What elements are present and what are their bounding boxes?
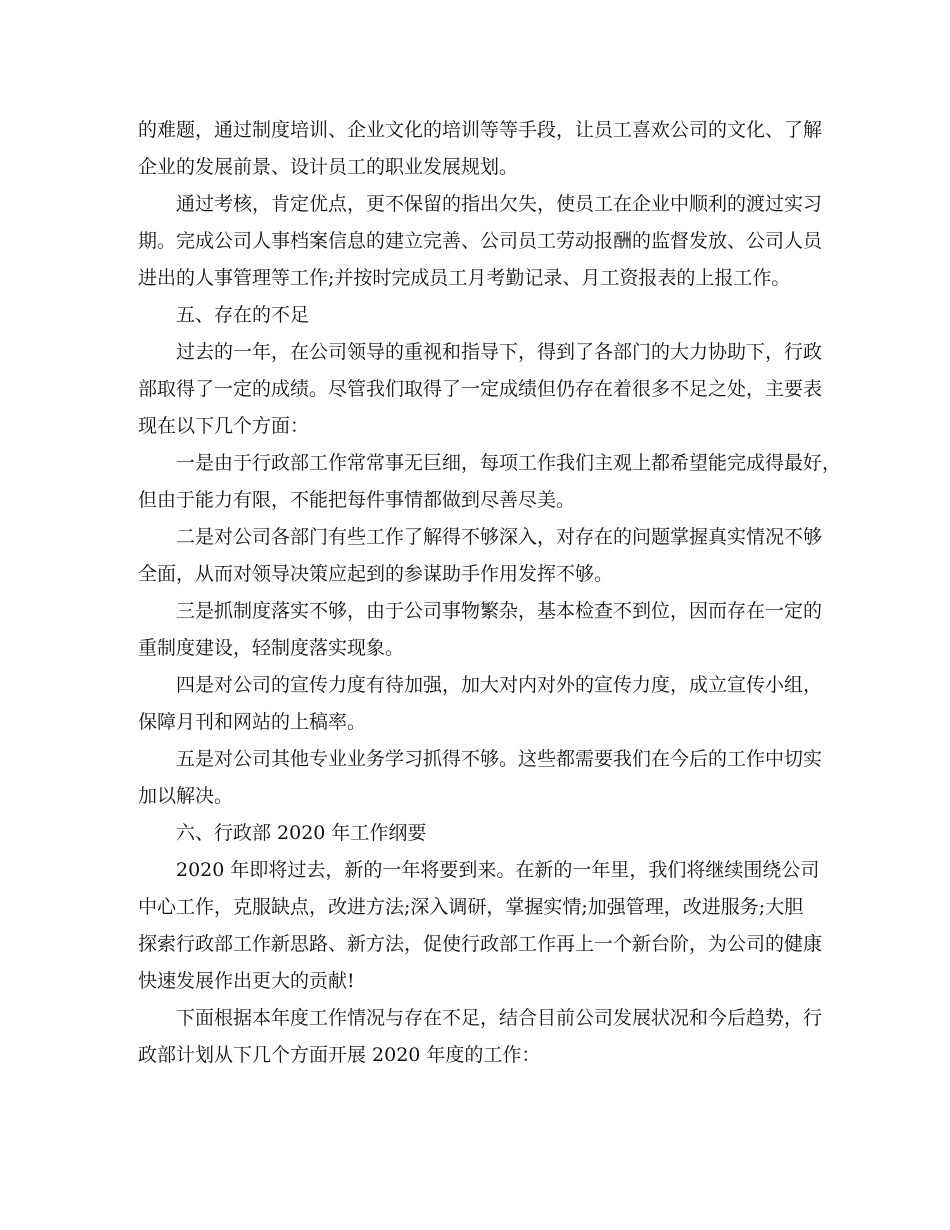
paragraph-first-line: 下面根据本年度工作情况与存在不足，结合目前公司发展状况和今后趋势，行 (176, 1007, 823, 1029)
body-text-line: 全面，从而对领导决策应起到的参谋助手作用发挥不够。 (138, 563, 614, 585)
paragraph-first-line: 三是抓制度落实不够，由于公司事物繁杂，基本检查不到位，因而存在一定的 (176, 600, 823, 622)
body-text-line: 政部计划从下几个方面开展 2020 年度的工作： (138, 1044, 541, 1066)
paragraph-first-line: 通过考核，肯定优点，更不保留的指出欠失，使员工在企业中顺利的渡过实习 (176, 193, 823, 215)
body-text-line: 重制度建设，轻制度落实现象。 (138, 637, 405, 659)
body-text-line: 保障月刊和网站的上稿率。 (138, 711, 367, 733)
body-text-line: 但由于能力有限，不能把每件事情都做到尽善尽美。 (138, 489, 576, 511)
body-text-line: 加以解决。 (138, 785, 234, 807)
paragraph-first-line: 五是对公司其他专业业务学习抓得不够。这些都需要我们在今后的工作中切实 (176, 748, 823, 770)
paragraph-first-line: 2020 年即将过去，新的一年将要到来。在新的一年里，我们将继续围绕公司 (176, 859, 820, 881)
paragraph-first-line: 四是对公司的宣传力度有待加强，加大对内对外的宣传力度，成立宣传小组， (176, 674, 823, 696)
body-text-line: 现在以下几个方面： (138, 415, 310, 437)
body-text-line: 部取得了一定的成绩。尽管我们取得了一定成绩但仍存在着很多不足之处，主要表 (138, 378, 823, 400)
body-text-line: 探索行政部工作新思路、新方法，促使行政部工作再上一个新台阶，为公司的健康 (138, 933, 823, 955)
body-text-line: 进出的人事管理等工作;并按时完成员工月考勤记录、月工资报表的上报工作。 (138, 267, 791, 289)
body-text-line: 中心工作，克服缺点，改进方法;深入调研，掌握实情;加强管理，改进服务;大胆 (138, 896, 804, 918)
paragraph-first-line: 一是由于行政部工作常常事无巨细，每项工作我们主观上都希望能完成得最好， (176, 452, 842, 474)
body-text-line: 企业的发展前景、设计员工的职业发展规划。 (138, 156, 519, 178)
body-text-line: 期。完成公司人事档案信息的建立完善、公司员工劳动报酬的监督发放、公司人员 (138, 230, 823, 252)
section-heading: 六、行政部 2020 年工作纲要 (176, 822, 427, 844)
body-text-line: 快速发展作出更大的贡献! (138, 970, 355, 992)
paragraph-first-line: 过去的一年，在公司领导的重视和指导下，得到了各部门的大力协助下，行政 (176, 341, 823, 363)
body-text-line: 的难题，通过制度培训、企业文化的培训等等手段，让员工喜欢公司的文化、了解 (138, 119, 823, 141)
section-heading: 五、存在的不足 (176, 304, 310, 326)
paragraph-first-line: 二是对公司各部门有些工作了解得不够深入，对存在的问题掌握真实情况不够 (176, 526, 823, 548)
